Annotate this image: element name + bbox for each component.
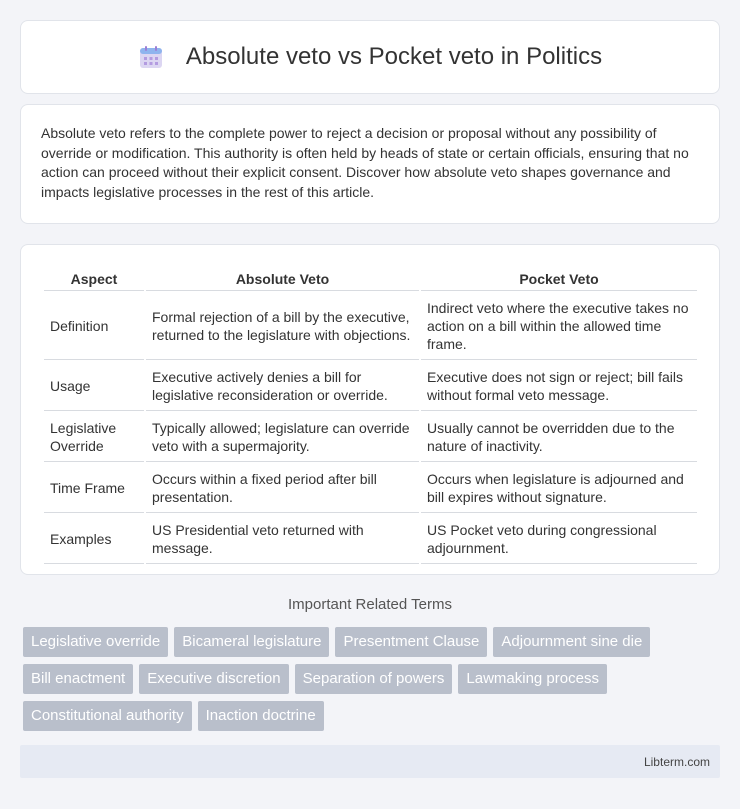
row-aspect: Legislative Override bbox=[44, 413, 144, 462]
footer bbox=[20, 745, 720, 778]
row-pocket: Occurs when legislature is adjourned and bill expires without signature. bbox=[421, 464, 697, 513]
related-term-tag[interactable]: Adjournment sine die bbox=[493, 627, 650, 657]
table-header-row bbox=[44, 267, 697, 291]
calendar-icon bbox=[138, 44, 164, 70]
row-aspect: Definition bbox=[44, 293, 144, 360]
footer-site-link[interactable]: Libterm.com bbox=[643, 755, 710, 769]
header-card bbox=[20, 20, 720, 94]
related-term-tag[interactable]: Executive discretion bbox=[139, 664, 288, 694]
row-aspect: Examples bbox=[44, 515, 144, 564]
page-title: Absolute veto vs Pocket veto in Politics bbox=[185, 43, 603, 70]
row-absolute: Executive actively denies a bill for legislative reconsideration or override. bbox=[146, 362, 419, 411]
related-term-tag[interactable]: Constitutional authority bbox=[23, 701, 192, 731]
row-absolute: US Presidential veto returned with message. bbox=[146, 515, 419, 564]
table-row bbox=[44, 515, 697, 564]
related-term-tag[interactable]: Bicameral legislature bbox=[174, 627, 329, 657]
row-pocket: Indirect veto where the executive takes no action on a bill within the allowed time frame. bbox=[421, 293, 697, 360]
related-term-tag[interactable]: Separation of powers bbox=[295, 664, 453, 694]
row-aspect: Usage bbox=[44, 362, 144, 411]
related-term-tag[interactable]: Presentment Clause bbox=[335, 627, 487, 657]
related-term-tag[interactable]: Inaction doctrine bbox=[198, 701, 324, 731]
intro-text: Absolute veto refers to the complete power to reject a decision or proposal without any possibility of override or modification. This authority is often held by heads of state or certain officials, ensuring that no action can proceed without their explicit consent. Discover how absolute veto shapes governance and impacts legislative processes in the rest of this article. bbox=[41, 125, 689, 200]
header-absolute-veto: Absolute Veto bbox=[146, 267, 419, 291]
header-pocket-veto: Pocket Veto bbox=[421, 267, 697, 291]
row-pocket: Usually cannot be overridden due to the nature of inactivity. bbox=[421, 413, 697, 462]
header-aspect: Aspect bbox=[44, 267, 144, 291]
row-absolute: Occurs within a fixed period after bill presentation. bbox=[146, 464, 419, 513]
table-row bbox=[44, 362, 697, 411]
comparison-card bbox=[20, 244, 720, 575]
row-aspect: Time Frame bbox=[44, 464, 144, 513]
comparison-table bbox=[42, 265, 699, 566]
row-absolute: Formal rejection of a bill by the executive, returned to the legislature with objections. bbox=[146, 293, 419, 360]
table-row bbox=[44, 293, 697, 360]
related-term-tag[interactable]: Bill enactment bbox=[23, 664, 133, 694]
related-term-tag[interactable]: Lawmaking process bbox=[458, 664, 607, 694]
row-absolute: Typically allowed; legislature can override veto with a supermajority. bbox=[146, 413, 419, 462]
related-terms-title: Important Related Terms bbox=[288, 596, 452, 613]
related-terms-list bbox=[23, 627, 703, 731]
table-row bbox=[44, 413, 697, 462]
intro-card bbox=[20, 104, 720, 224]
row-pocket: Executive does not sign or reject; bill fails without formal veto message. bbox=[421, 362, 697, 411]
row-pocket: US Pocket veto during congressional adjournment. bbox=[421, 515, 697, 564]
related-term-tag[interactable]: Legislative override bbox=[23, 627, 168, 657]
table-row bbox=[44, 464, 697, 513]
